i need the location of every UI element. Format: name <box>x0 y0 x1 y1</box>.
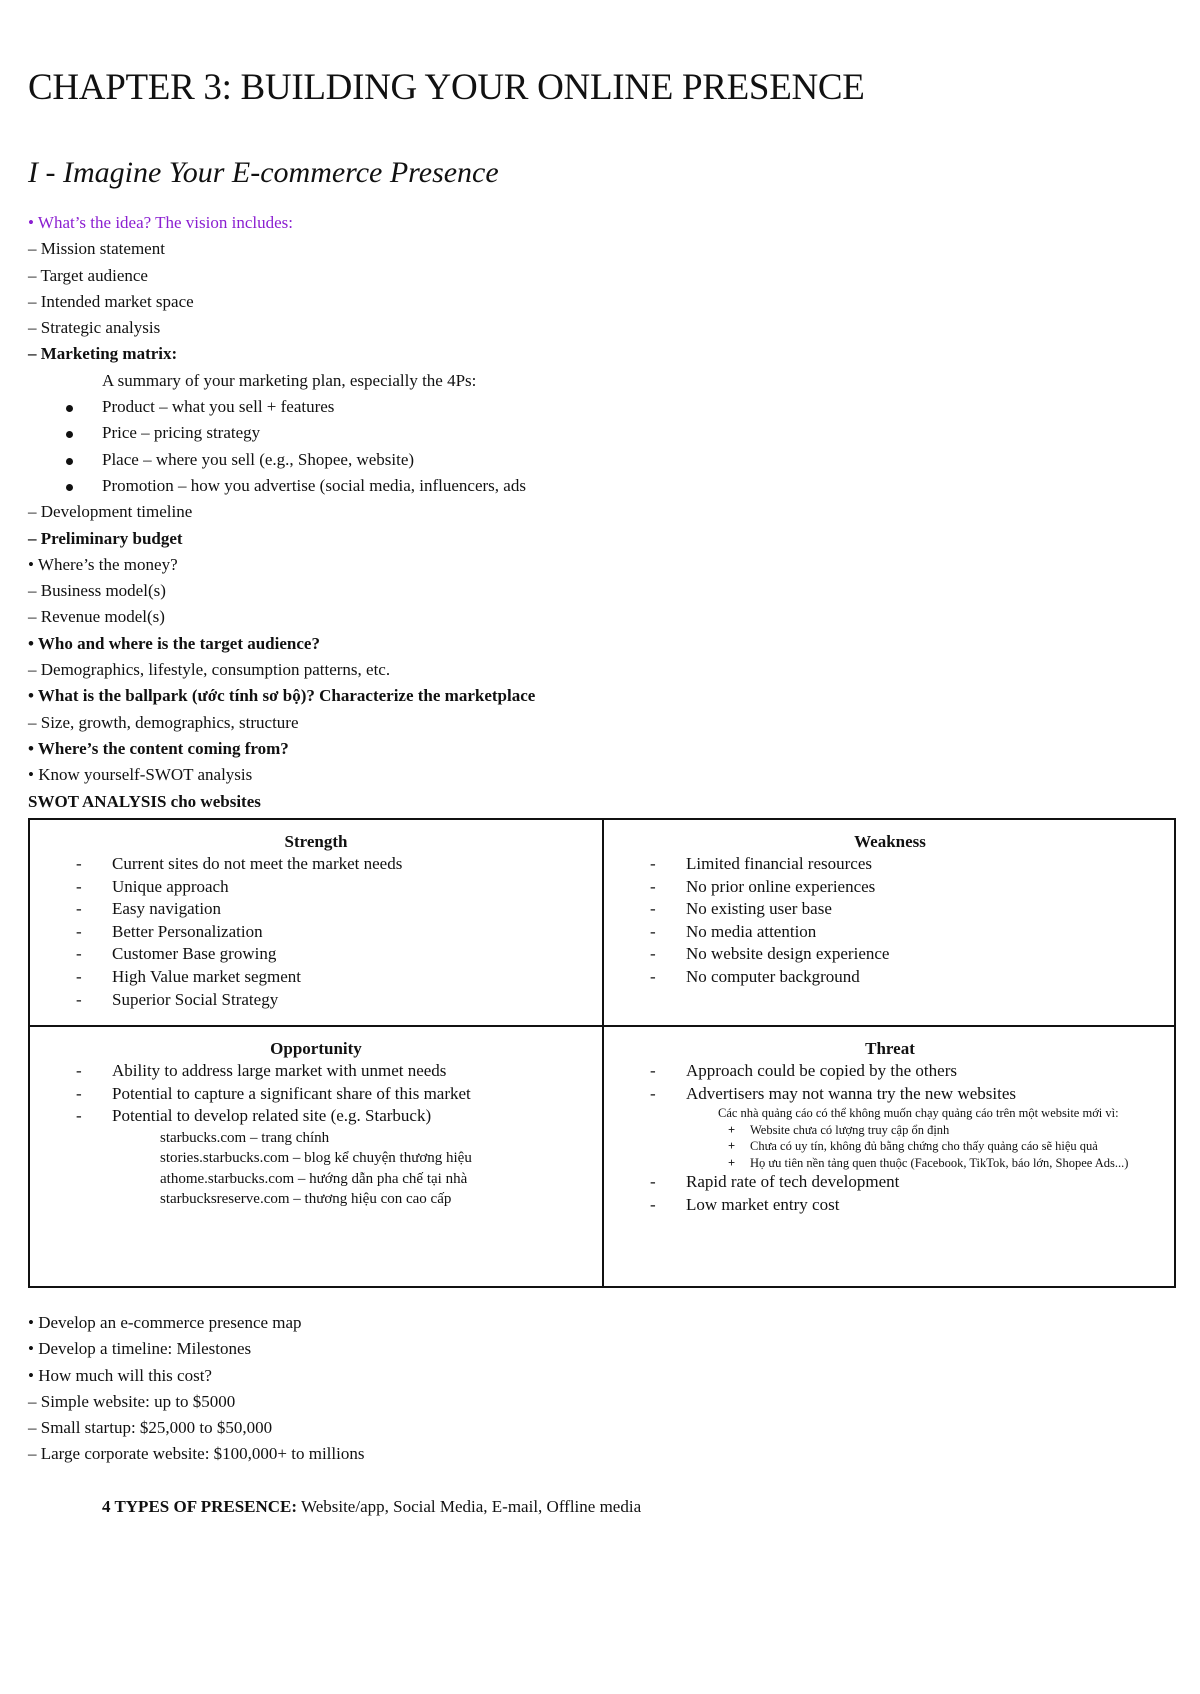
weakness-item <box>604 966 1176 989</box>
swot-strength-title: Strength <box>284 832 348 851</box>
dash-marker: - <box>76 1083 82 1103</box>
opportunity-item <box>30 1083 602 1106</box>
weakness-item-text: No media attention <box>686 921 817 941</box>
threat-reason-text: Chưa có uy tín, không đủ bằng chứng cho thấy quảng cáo sẽ hiệu quả <box>750 1139 1098 1154</box>
weakness-item <box>604 943 1176 966</box>
weakness-item <box>604 898 1176 921</box>
strength-item <box>30 853 602 876</box>
weakness-item <box>604 876 1176 899</box>
outline-line: • Where’s the content coming from? <box>28 738 289 758</box>
strength-item-text: Unique approach <box>112 876 229 896</box>
dash-marker: - <box>650 944 656 964</box>
after-line: – Simple website: up to $5000 <box>28 1391 236 1411</box>
dash-marker: - <box>650 966 656 986</box>
dash-marker: - <box>76 966 82 986</box>
strength-item-text: Easy navigation <box>112 899 222 919</box>
dash-marker: - <box>76 899 82 919</box>
weakness-item-text: No computer background <box>686 966 860 986</box>
opportunity-item <box>30 1105 602 1128</box>
threat-item-text: Low market entry cost <box>686 1194 840 1214</box>
presence-types <box>102 1497 641 1517</box>
chapter-title: CHAPTER 3: BUILDING YOUR ONLINE PRESENCE <box>28 67 865 108</box>
outline-line: – Development timeline <box>28 502 193 522</box>
outline-line: • What is the ballpark (ước tính sơ bộ)? Characterize the marketplace <box>28 686 536 706</box>
dash-marker: - <box>650 899 656 919</box>
outline-line: – Target audience <box>28 265 148 285</box>
threat-reason-text: Họ ưu tiên nền tảng quen thuộc (Facebook, TikTok, báo lớn, Shopee Ads...) <box>750 1155 1129 1170</box>
outline-line: • Who and where is the target audience? <box>28 633 320 653</box>
outline-line: Price – pricing strategy <box>28 420 1168 446</box>
after-line: • Develop a timeline: Milestones <box>28 1339 252 1359</box>
table-divider-horizontal <box>30 1025 1174 1027</box>
dash-marker: - <box>650 1172 656 1192</box>
strength-item-text: High Value market segment <box>112 966 302 986</box>
threat-item <box>604 1171 1176 1194</box>
strength-item-text: Customer Base growing <box>112 944 277 964</box>
swot-weakness-title: Weakness <box>854 832 926 851</box>
starbucks-site: starbucksreserve.com – thương hiệu con cao cấp <box>160 1191 452 1208</box>
threat-item-text: Advertisers may not wanna try the new websites <box>686 1083 1016 1103</box>
outline-line: • Where’s the money? <box>28 554 178 574</box>
outline-line: – Revenue model(s) <box>28 607 165 627</box>
dash-marker: - <box>76 854 82 873</box>
swot-strength-cell <box>30 830 602 1011</box>
swot-weakness-cell <box>604 830 1176 989</box>
opportunity-item <box>30 1060 602 1083</box>
threat-item <box>604 1060 1176 1083</box>
strength-item <box>30 921 602 944</box>
after-line: • Develop an e-commerce presence map <box>28 1313 302 1332</box>
threat-reason-text: Website chưa có lượng truy cập ổn định <box>750 1122 950 1137</box>
strength-item-text: Superior Social Strategy <box>112 989 279 1009</box>
threat-item-text: Approach could be copied by the others <box>686 1061 957 1080</box>
outline-line: • What’s the idea? The vision includes: <box>28 213 293 232</box>
outline-line: Promotion – how you advertise (social media, influencers, ads <box>28 473 1168 499</box>
outline-line: – Size, growth, demographics, structure <box>28 712 299 732</box>
dash-marker: - <box>650 854 656 873</box>
dash-marker: - <box>76 1061 82 1080</box>
outline-line: Product – what you sell + features <box>28 394 1168 420</box>
starbucks-site: athome.starbucks.com – hướng dẫn pha chế tại nhà <box>160 1170 468 1187</box>
weakness-item-text: No prior online experiences <box>686 876 876 896</box>
outline-line: – Intended market space <box>28 291 194 311</box>
section-heading: I - Imagine Your E-commerce Presence <box>28 156 499 189</box>
strength-item <box>30 966 602 989</box>
threat-item-text: Rapid rate of tech development <box>686 1172 900 1192</box>
outline-line: – Preliminary budget <box>28 528 183 548</box>
after-list <box>28 1310 364 1468</box>
outline-line: – Demographics, lifestyle, consumption patterns, etc. <box>28 660 391 680</box>
swot-opportunity-cell <box>30 1037 602 1210</box>
strength-item <box>30 943 602 966</box>
outline-line: A summary of your marketing plan, especially the 4Ps: <box>102 370 477 390</box>
starbucks-site: starbucks.com – trang chính <box>160 1129 330 1146</box>
after-line: • How much will this cost? <box>28 1365 212 1385</box>
opportunity-item-text: Potential to capture a significant share of this market <box>112 1083 471 1103</box>
swot-opportunity-title: Opportunity <box>270 1039 362 1058</box>
dash-marker: - <box>650 921 656 941</box>
starbucks-site: stories.starbucks.com – blog kể chuyện thương hiệu <box>160 1150 472 1167</box>
dash-marker: - <box>650 1194 656 1214</box>
threat-item <box>604 1194 1176 1217</box>
dash-marker: - <box>76 989 82 1009</box>
threat-reason <box>604 1155 1176 1172</box>
weakness-item <box>604 853 1176 876</box>
after-line: – Large corporate website: $100,000+ to millions <box>28 1444 365 1464</box>
outline-line: SWOT ANALYSIS cho websites <box>28 791 261 811</box>
threat-reason <box>604 1138 1176 1155</box>
dash-marker: - <box>650 876 656 896</box>
dash-marker: - <box>650 1083 656 1103</box>
plus-marker: + <box>728 1155 736 1170</box>
outline-line: • Know yourself-SWOT analysis <box>28 765 253 785</box>
threat-item <box>604 1083 1176 1106</box>
swot-threat-title: Threat <box>865 1039 915 1058</box>
dash-marker: - <box>650 1061 656 1080</box>
opportunity-item-text: Ability to address large market with unmet needs <box>112 1061 447 1080</box>
outline-line: – Mission statement <box>28 239 165 259</box>
after-line: – Small startup: $25,000 to $50,000 <box>28 1418 273 1438</box>
presence-types-value: Website/app, Social Media, E-mail, Offline media <box>297 1497 642 1516</box>
strength-item-text: Current sites do not meet the market needs <box>112 854 403 873</box>
opportunity-item-text: Potential to develop related site (e.g. Starbuck) <box>112 1106 432 1126</box>
swot-table <box>28 818 1176 1288</box>
outline-line: – Strategic analysis <box>28 318 161 338</box>
dash-marker: - <box>76 944 82 964</box>
threat-note: Các nhà quảng cáo có thể không muốn chạy quảng cáo trên một website mới vì: <box>718 1106 1119 1121</box>
outline-line: – Business model(s) <box>28 581 166 601</box>
dash-marker: - <box>76 1106 82 1126</box>
outline-line: – Marketing matrix: <box>28 344 178 364</box>
strength-item-text: Better Personalization <box>112 921 263 941</box>
weakness-item-text: No website design experience <box>686 944 890 964</box>
strength-item <box>30 876 602 899</box>
outline-list <box>28 210 1168 815</box>
swot-threat-cell <box>604 1037 1176 1216</box>
outline-line: Place – where you sell (e.g., Shopee, website) <box>28 447 1168 473</box>
dash-marker: - <box>76 921 82 941</box>
plus-marker: + <box>728 1139 736 1154</box>
threat-reason <box>604 1122 1176 1139</box>
weakness-item <box>604 921 1176 944</box>
presence-types-label: 4 TYPES OF PRESENCE: <box>102 1497 298 1516</box>
dash-marker: - <box>76 876 82 896</box>
weakness-item-text: No existing user base <box>686 899 832 919</box>
strength-item <box>30 898 602 921</box>
weakness-item-text: Limited financial resources <box>686 854 872 873</box>
strength-item <box>30 989 602 1012</box>
plus-marker: + <box>728 1122 736 1137</box>
